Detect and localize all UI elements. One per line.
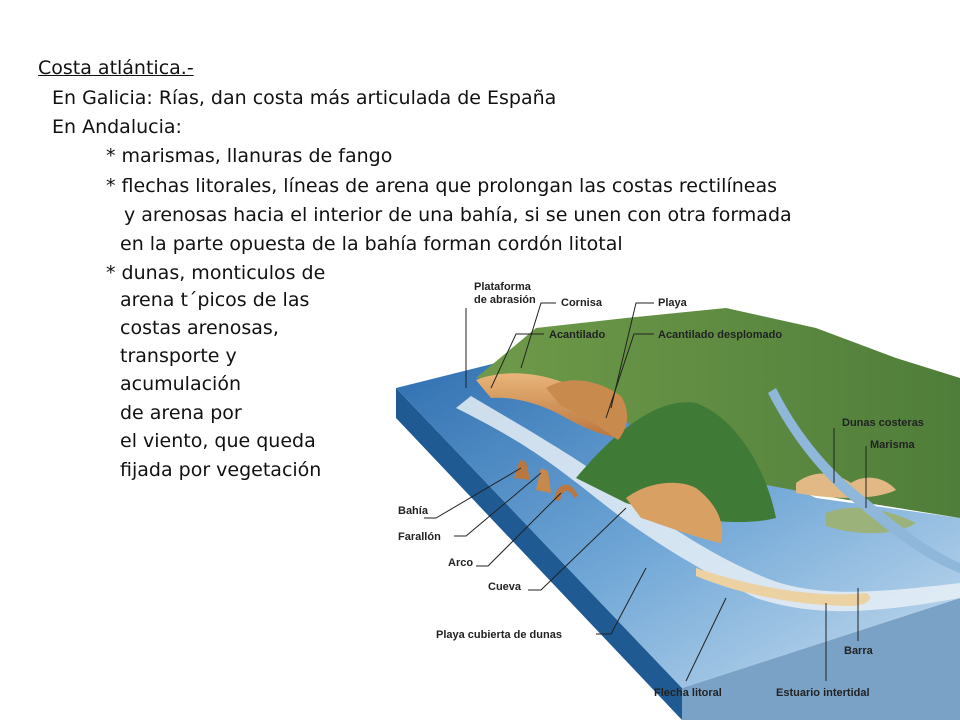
dunas-bullet-line-1: * dunas, monticulos de [106,262,326,284]
flechas-bullet-line-3: en la parte opuesta de la bahía forman cordón litotal [120,233,623,255]
dunas-bullet-line-5: acumulación [120,373,241,395]
label-cueva: Cueva [488,581,522,593]
label-plataforma-line-1: Plataforma [474,281,531,293]
label-bahia: Bahía [398,505,428,517]
dunas-bullet-line-7: el viento, que queda [120,430,316,452]
label-playa: Playa [658,297,687,309]
flechas-bullet-line-2: y arenosas hacia el interior de una bahía, si se unen con otra formada [124,204,792,226]
label-acantilado: Acantilado [549,329,606,341]
label-flecha-litoral: Flecha litoral [654,687,722,699]
label-acantilado-desplomado: Acantilado desplomado [658,329,783,341]
label-farallon: Farallón [398,531,441,543]
dunas-bullet-line-8: fijada por vegetación [120,459,322,481]
dunas-bullet-line-4: transporte y [120,345,237,367]
galicia-line: En Galicia: Rías, dan costa más articulada de España [52,87,557,109]
dunas-bullet-line-6: de arena por [120,402,242,424]
label-marisma: Marisma [870,439,915,451]
label-playa-dunas: Playa cubierta de dunas [436,629,562,641]
label-arco: Arco [448,557,474,569]
label-dunas-costeras: Dunas costeras [842,417,924,429]
label-barra: Barra [844,645,873,657]
label-cornisa: Cornisa [561,297,602,309]
coastal-landforms-diagram [396,268,960,720]
marismas-bullet: * marismas, llanuras de fango [106,145,393,167]
flechas-bullet-line-1: * flechas litorales, líneas de arena que prolongan las costas rectilíneas [106,175,778,197]
andalucia-line: En Andalucia: [52,116,182,138]
dunas-bullet-line-3: costas arenosas, [120,317,279,339]
label-plataforma-line-2: de abrasión [474,294,536,306]
dunas-bullet-line-2: arena t´picos de las [120,289,310,311]
label-estuario: Estuario intertidal [776,687,870,699]
section-title: Costa atlántica.- [38,57,194,79]
